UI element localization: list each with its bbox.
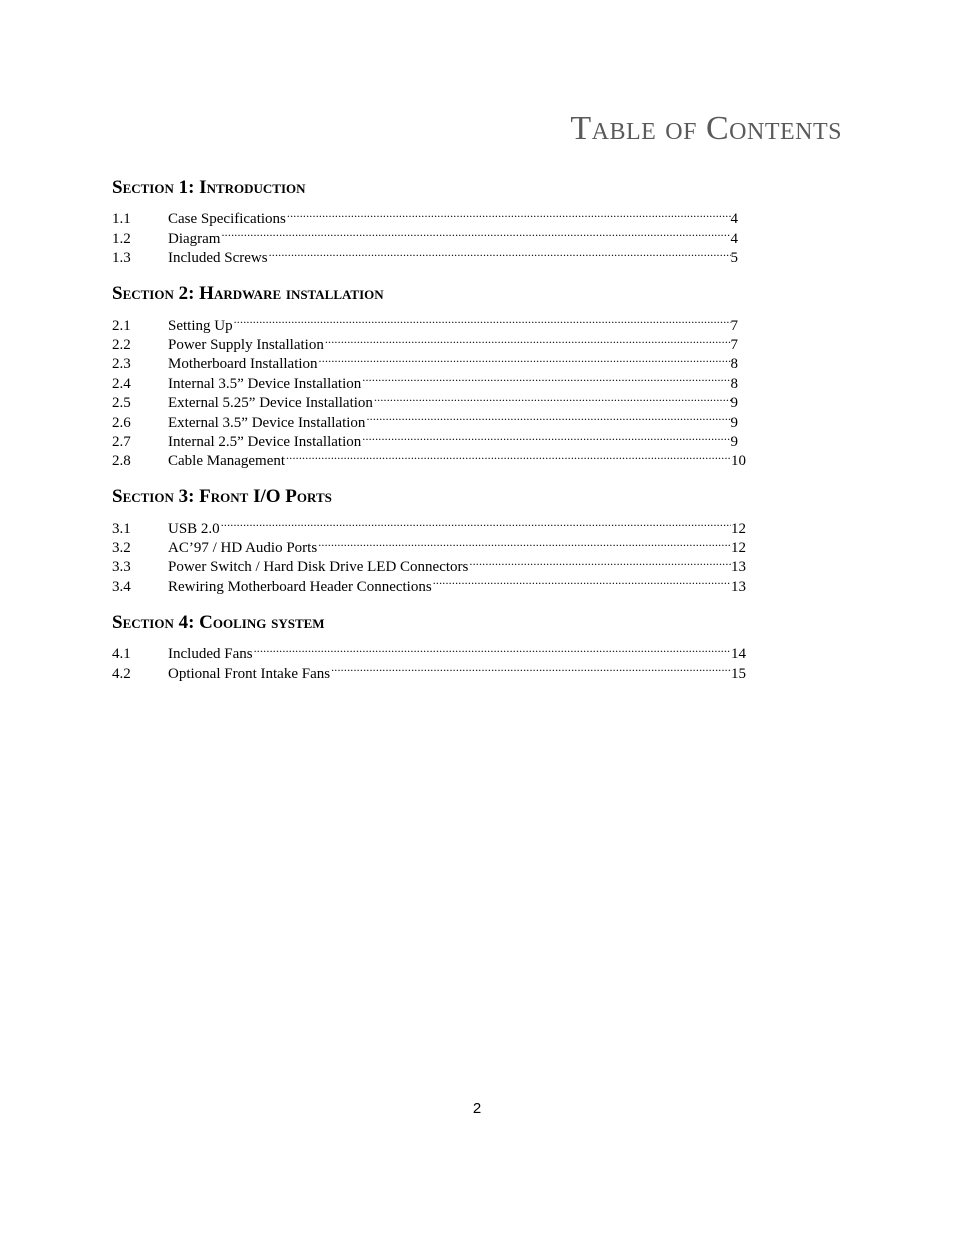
entry-title: Power Switch / Hard Disk Drive LED Connectors [168, 559, 469, 576]
dot-leader [233, 310, 731, 329]
section-heading: Section 2: Hardware installation [112, 283, 384, 305]
entry-title: Included Screws [168, 250, 268, 267]
entry-page: 14 [731, 646, 746, 663]
entry-title: AC’97 / HD Audio Ports [168, 540, 318, 557]
entry-number: 3.3 [112, 559, 131, 576]
dot-leader [361, 427, 730, 446]
dot-leader [468, 552, 731, 571]
dot-leader [253, 639, 731, 658]
entry-number: 4.2 [112, 665, 131, 682]
entry-title: External 5.25” Device Installation [168, 395, 373, 412]
dot-leader [330, 658, 731, 677]
entry-number: 2.2 [112, 336, 131, 353]
dot-leader [220, 223, 730, 242]
entry-page: 7 [730, 336, 738, 353]
entry-title: Setting Up [168, 317, 233, 334]
toc-section-3 [112, 485, 746, 595]
entry-title: External 3.5” Device Installation [168, 414, 366, 431]
entry-title: Power Supply Installation [168, 336, 324, 353]
entry-page: 4 [730, 211, 738, 228]
entry-title: Cable Management [168, 453, 286, 470]
entry-page: 12 [731, 540, 746, 557]
dot-leader [318, 349, 731, 368]
dot-leader [317, 533, 731, 552]
entry-title: Optional Front Intake Fans [168, 665, 331, 682]
entry-page: 15 [731, 665, 746, 682]
entry-number: 2.7 [112, 433, 131, 450]
toc-entry[interactable] [112, 513, 746, 537]
entry-page: 5 [730, 250, 738, 267]
entry-page: 9 [730, 433, 738, 450]
section-heading: Section 3: Front I/O Ports [112, 486, 332, 508]
entry-number: 2.8 [112, 453, 131, 470]
entry-number: 2.1 [112, 317, 131, 334]
entry-title: Internal 2.5” Device Installation [168, 433, 362, 450]
entry-number: 2.4 [112, 375, 131, 392]
section-heading: Section 1: Introduction [112, 177, 306, 198]
entry-title: Internal 3.5” Device Installation [168, 375, 362, 392]
page-number: 2 [472, 1100, 482, 1117]
entry-page: 4 [730, 230, 738, 247]
toc-section-2 [112, 282, 752, 470]
dot-leader [432, 571, 731, 590]
toc-section-4 [112, 611, 746, 682]
toc-section-1 [112, 176, 738, 267]
entry-page: 9 [730, 414, 738, 431]
entry-title: Case Specifications [168, 211, 286, 228]
entry-number: 3.2 [112, 540, 131, 557]
entry-page: 13 [731, 578, 746, 595]
dot-leader [373, 388, 731, 407]
entry-page: 10 [731, 453, 746, 470]
dot-leader [285, 446, 731, 465]
dot-leader [365, 407, 730, 426]
entry-number: 1.2 [112, 230, 131, 247]
entry-number: 2.3 [112, 356, 131, 373]
entry-number: 3.1 [112, 520, 131, 537]
dot-leader [286, 204, 731, 223]
entry-number: 4.1 [112, 646, 131, 663]
entry-title: Rewiring Motherboard Header Connections [168, 578, 432, 595]
entry-number: 2.6 [112, 414, 131, 431]
entry-title: USB 2.0 [168, 520, 220, 537]
toc-entry[interactable] [112, 204, 738, 228]
entry-page: 8 [730, 356, 738, 373]
entry-page: 9 [730, 395, 738, 412]
entry-page: 7 [730, 317, 738, 334]
entry-title: Motherboard Installation [168, 356, 318, 373]
dot-leader [361, 368, 730, 387]
dot-leader [324, 330, 731, 349]
toc-sections [112, 176, 752, 698]
entry-number: 3.4 [112, 578, 131, 595]
entry-number: 1.3 [112, 250, 131, 267]
entry-page: 12 [731, 520, 746, 537]
entry-page: 8 [730, 375, 738, 392]
section-heading: Section 4: Cooling system [112, 611, 325, 633]
entry-page: 13 [731, 559, 746, 576]
page-title: Table of Contents [570, 110, 842, 147]
dot-leader [268, 243, 731, 262]
entry-title: Diagram [168, 230, 221, 247]
entry-number: 1.1 [112, 211, 131, 228]
toc-entry[interactable] [112, 310, 738, 334]
toc-entry[interactable] [112, 639, 746, 663]
entry-title: Included Fans [168, 646, 253, 663]
entry-number: 2.5 [112, 395, 131, 412]
dot-leader [220, 513, 731, 532]
